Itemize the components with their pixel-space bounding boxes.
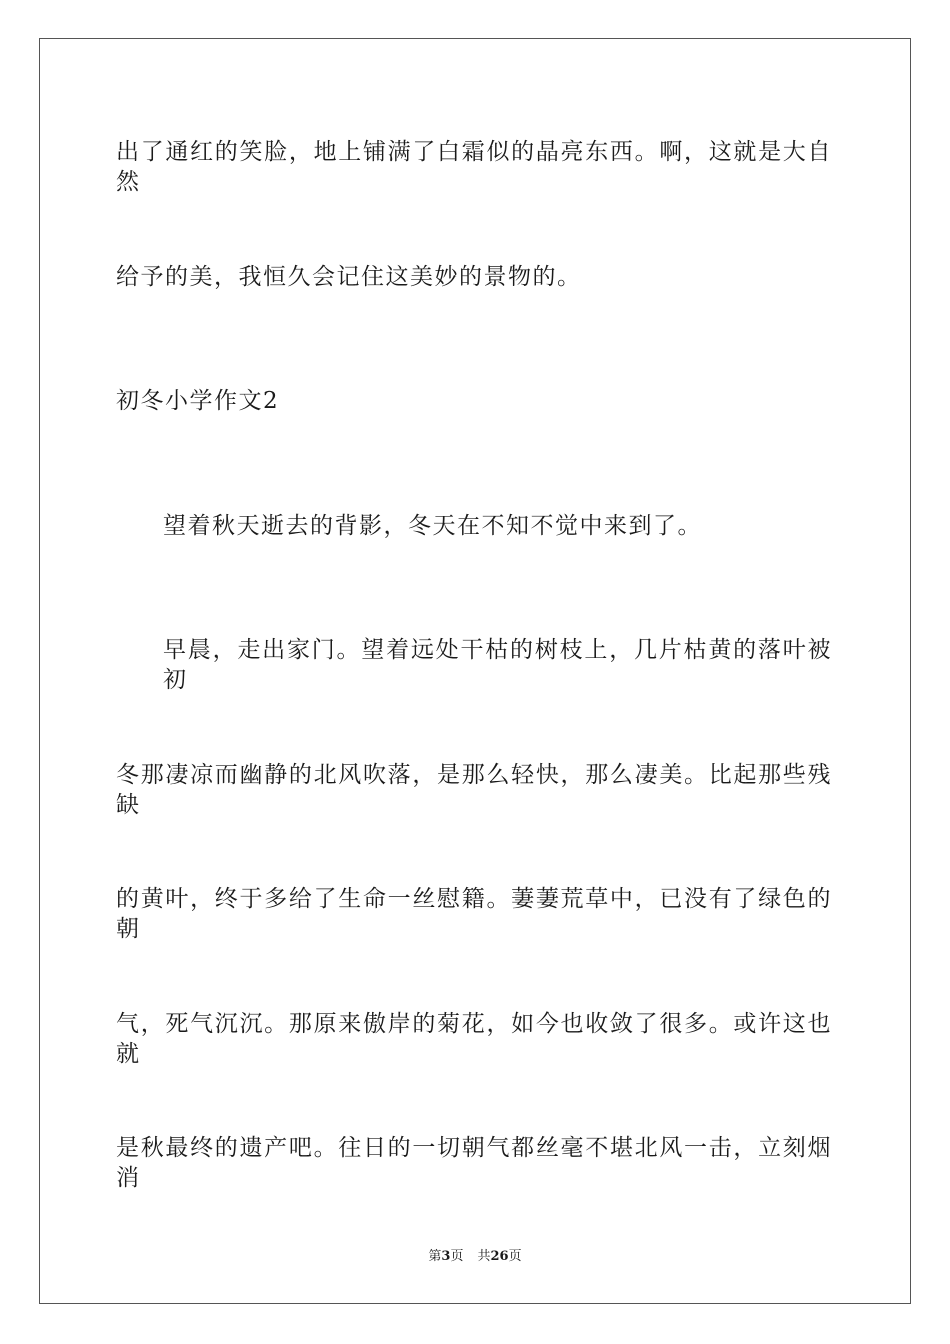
paragraph-line-5: 是秋最终的遗产吧。往日的一切朝气都丝毫不堪北风一击，立刻烟消 [116,1135,832,1191]
paragraph-line-2: 冬那凄凉而幽静的北风吹落，是那么轻快，那么凄美。比起那些残缺 [116,762,832,818]
paragraph-line-1: 早晨，走出家门。望着远处干枯的树枝上，几片枯黄的落叶被初 [163,637,832,693]
page-number: 3 [441,1249,451,1264]
body-text-line-2: 给予的美，我恒久会记住这美妙的景物的。 [116,264,582,290]
page-suffix: 页 [450,1249,464,1264]
total-suffix: 页 [508,1249,522,1264]
total-prefix: 共 [477,1249,491,1264]
paragraph-line-3: 的黄叶，终于多给了生命一丝慰籍。萋萋荒草中，已没有了绿色的朝 [116,886,832,942]
page-footer [0,1248,950,1266]
section-heading: 初冬小学作文2 [116,388,280,414]
total-pages: 26 [490,1249,509,1264]
paragraph-opening-line: 望着秋天逝去的背影，冬天在不知不觉中来到了。 [163,513,702,539]
page-prefix: 第 [428,1249,442,1264]
body-text-line-1: 出了通红的笑脸，地上铺满了白霜似的晶亮东西。啊，这就是大自然 [116,139,832,195]
paragraph-line-4: 气，死气沉沉。那原来傲岸的菊花，如今也收敛了很多。或许这也就 [116,1011,832,1067]
